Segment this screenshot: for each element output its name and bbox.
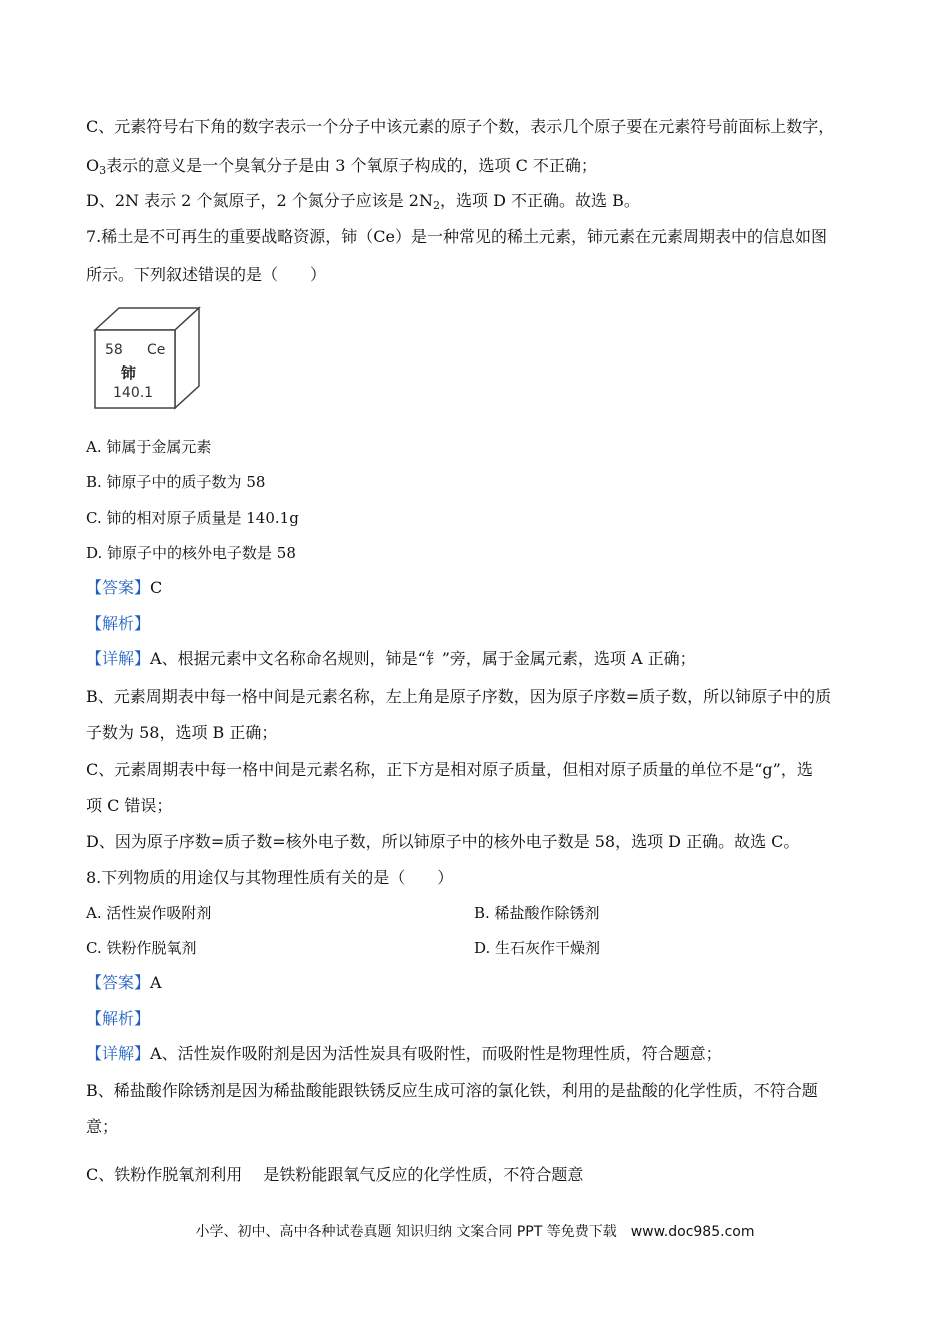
text-line-d-explanation [86,191,640,211]
q8-option-b: B. 稀盐酸作除锈剂 [474,904,600,922]
element-card-cube [90,306,202,412]
q7-detail-line4: C、元素周期表中每一格中间是元素名称，正下方是相对原子质量，但相对原子质量的单位不是“g”，选 [86,760,813,779]
text-span: A、根据元素中文名称命名规则，铈是“钅”旁，属于金属元素，选项 A 正确； [150,649,696,668]
answer-value: A [150,973,162,992]
q8-detail-line3: 意； [86,1117,119,1136]
atomic-number: 58 [105,342,123,358]
q7-detail-line5: 项 C 错误； [86,796,173,815]
q7-option-b: B. 铈原子中的质子数为 58 [86,473,266,491]
q7-detail-line2: B、元素周期表中每一格中间是元素名称，左上角是原子序数，因为原子序数=质子数，所以铈原子中的质 [86,687,832,706]
page-footer: 小学、初中、高中各种试卷真题 知识归纳 文案合同 PPT 等免费下载 www.doc985.com [195,1224,755,1240]
q7-detail-line6: D、因为原子序数=质子数=核外电子数，所以铈原子中的核外电子数是 58，选项 D 正确。故选 C。 [86,832,800,851]
q8-answer-line [86,973,162,993]
q7-analysis-line [86,614,150,634]
q7-detail-line1 [86,649,696,669]
q8-option-c: C. 铁粉作脱氧剂 [86,939,197,957]
q8-option-a: A. 活性炭作吸附剂 [86,904,212,922]
q7-stem-line1: 7.稀土是不可再生的重要战略资源，铈（Ce）是一种常见的稀土元素，铈元素在元素周期表中的信息如图 [86,227,827,246]
answer-value: C [150,578,163,597]
element-name: 铈 [121,364,137,382]
q7-option-c: C. 铈的相对原子质量是 140.1g [86,509,299,527]
element-symbol: Ce [147,342,166,358]
q7-option-d: D. 铈原子中的核外电子数是 58 [86,544,296,562]
detail-tag: 【详解】 [86,1044,151,1063]
atomic-mass: 140.1 [113,385,154,401]
q7-stem-line2: 所示。下列叙述错误的是（ ） [86,265,327,284]
analysis-tag: 【解析】 [86,614,151,633]
q8-option-d: D. 生石灰作干燥剂 [474,939,601,957]
q8-stem: 8.下列物质的用途仅与其物理性质有关的是（ ） [86,868,454,887]
q8-detail-line4: C、铁粉作脱氧剂利用 是铁粉能跟氧气反应的化学性质，不符合题意 [86,1165,584,1184]
analysis-tag: 【解析】 [86,1009,151,1028]
text-line-c-explanation: C、元素符号右下角的数字表示一个分子中该元素的原子个数，表示几个原子要在元素符号前面标上数字， [86,117,835,136]
q7-detail-line3: 子数为 58，选项 B 正确； [86,723,278,742]
q8-analysis-line [86,1009,150,1029]
text-span: D、2N 表示 2 个氮原子，2 个氮分子应该是 2N [86,191,433,210]
answer-tag: 【答案】 [86,973,151,992]
formula-subscript: 3 [99,164,107,177]
text-span: ，选项 D 不正确。故选 B。 [439,191,640,210]
q7-option-a: A. 铈属于金属元素 [86,438,212,456]
answer-tag: 【答案】 [86,578,151,597]
text-span: A、活性炭作吸附剂是因为活性炭具有吸附性，而吸附性是物理性质，符合题意； [150,1044,722,1063]
formula-subscript: 2 [432,199,440,212]
q7-answer-line [86,578,162,598]
formula-o: O [86,156,100,175]
q8-detail-line2: B、稀盐酸作除锈剂是因为稀盐酸能跟铁锈反应生成可溶的氯化铁，利用的是盐酸的化学性质，不符合题 [86,1081,818,1100]
detail-tag: 【详解】 [86,649,151,668]
q8-detail-line1 [86,1044,722,1064]
text-span: 表示的意义是一个臭氧分子是由 3 个氧原子构成的，选项 C 不正确； [106,156,597,175]
text-line-o3-meaning [86,156,597,176]
